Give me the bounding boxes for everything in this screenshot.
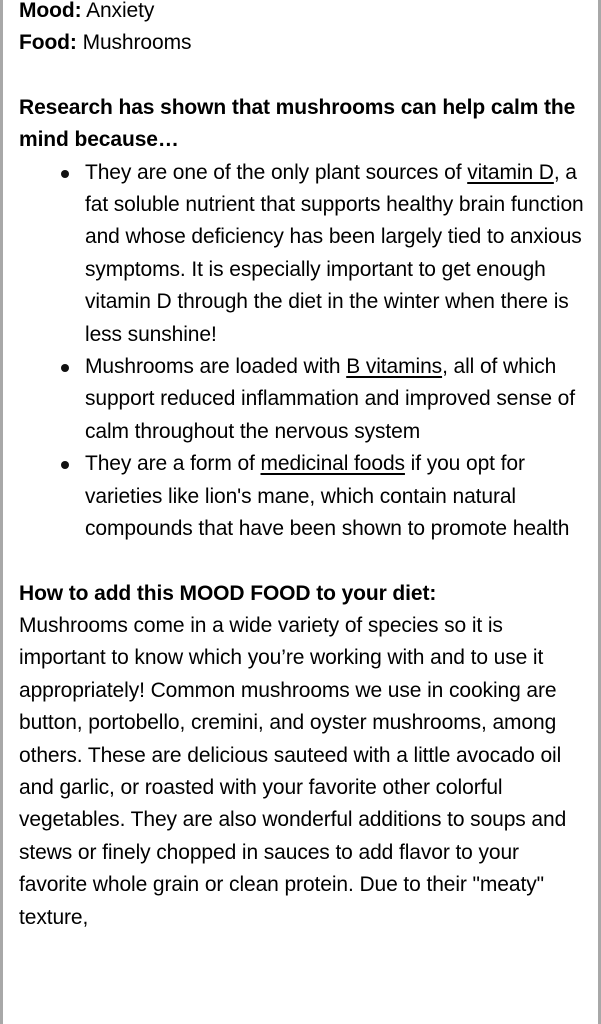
bullet-text-after: if you opt for varieties like lion's mane, which contain natural compounds that have been shown to promote health: [85, 452, 570, 541]
mood-value: Anxiety: [86, 0, 155, 22]
bullet-text-before: They are one of the only plant sources of: [85, 160, 468, 184]
list-item: [85, 157, 589, 351]
bullet-text-before: They are a form of: [85, 452, 261, 476]
food-label: Food:: [19, 31, 77, 55]
list-item: [85, 351, 589, 448]
spacer: [19, 60, 589, 92]
spacer: [19, 546, 589, 578]
bullet-text-before: Mushrooms are loaded with: [85, 355, 347, 379]
food-line: [19, 27, 589, 59]
mood-line: [19, 0, 589, 27]
howto-heading: How to add this MOOD FOOD to your diet:: [19, 581, 437, 605]
howto-body: Mushrooms come in a wide variety of species so it is important to know which you’re working with and to use it appropriately! Common mushrooms we use in cooking are button, portobello, cremini, and oyster mushrooms, among others. These are delicious sauteed with a little avocado oil and garlic, or roasted with your favorite other colorful vegetables. They are also wonderful additions to soups and stews or finely chopped in sauces to add flavor to your favorite whole grain or clean protein. Due to their "meaty" texture,: [19, 613, 567, 929]
b-vitamins-link[interactable]: B vitamins: [346, 355, 443, 379]
list-item: [85, 448, 589, 545]
bullet-text-after: , all of which support reduced inflammation and improved sense of calm throughout the nervous system: [85, 355, 575, 443]
medicinal-foods-link[interactable]: medicinal foods: [260, 452, 405, 476]
mood-label: Mood:: [19, 0, 82, 22]
food-value: Mushrooms: [82, 31, 192, 55]
research-heading: Research has shown that mushrooms can help calm the mind because…: [19, 95, 576, 152]
article-content: [19, 0, 589, 934]
bullet-text-after: , a fat soluble nutrient that supports healthy brain function and whose deficiency has been largely tied to anxious symptoms. It is especially important to get enough vitamin D through the diet in the winter when there is less sunshine!: [85, 160, 584, 346]
benefits-list: [19, 157, 589, 546]
vitamin-d-link[interactable]: vitamin D: [467, 160, 554, 184]
